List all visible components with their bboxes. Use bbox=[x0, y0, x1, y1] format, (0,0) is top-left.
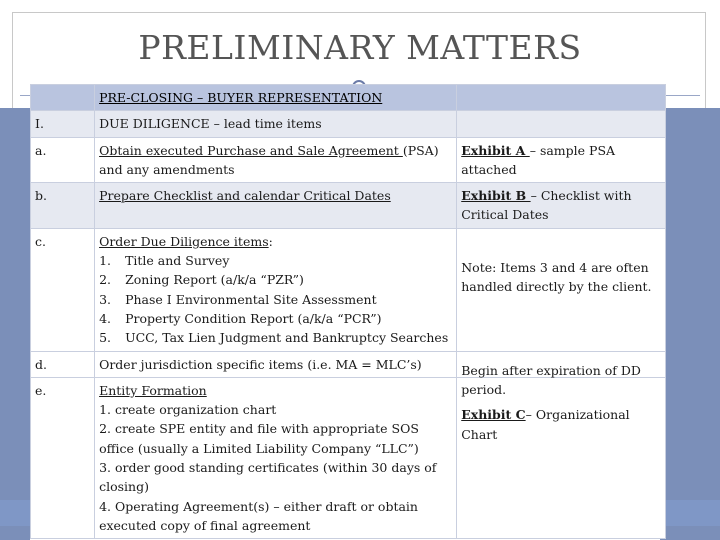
header-cell-empty-right bbox=[457, 85, 666, 111]
row-number: d. bbox=[31, 351, 95, 377]
row-note: Begin after expiration of DD period. Exhibit C– Organizational Chart bbox=[457, 377, 666, 538]
table-row bbox=[31, 137, 666, 183]
entity-steps bbox=[99, 400, 452, 535]
checklist-table bbox=[30, 84, 666, 539]
row-task: DUE DILIGENCE – lead time items bbox=[95, 111, 457, 137]
table-row bbox=[31, 111, 666, 137]
list-item: 1. Title and Survey bbox=[99, 253, 230, 269]
exhibit-a-link[interactable]: Exhibit A bbox=[461, 142, 530, 158]
row-note: Exhibit B – Checklist with Critical Dates bbox=[457, 183, 666, 229]
entity-formation-link[interactable]: Entity Formation bbox=[99, 382, 207, 398]
row-note: Exhibit A – sample PSA attached bbox=[457, 137, 666, 183]
list-item: 4. Property Condition Report (a/k/a “PCR”) bbox=[99, 310, 382, 326]
row-number: a. bbox=[31, 137, 95, 183]
list-item: 3. Phase I Environmental Site Assessment bbox=[99, 291, 377, 307]
list-item: 2. Zoning Report (a/k/a “PZR”) bbox=[99, 272, 304, 288]
row-number: I. bbox=[31, 111, 95, 137]
row-note bbox=[457, 111, 666, 137]
header-cell-title: PRE-CLOSING – BUYER REPRESENTATION bbox=[95, 85, 457, 111]
list-item: 5. UCC, Tax Lien Judgment and Bankruptcy Searches bbox=[99, 330, 449, 346]
exhibit-c-link[interactable]: Exhibit C bbox=[461, 407, 526, 423]
exhibit-b-link[interactable]: Exhibit B bbox=[461, 188, 531, 204]
slide-title: PRELIMINARY MATTERS bbox=[138, 28, 582, 67]
table-row bbox=[31, 377, 666, 538]
due-diligence-link[interactable]: Order Due Diligence items bbox=[99, 233, 269, 249]
left-accent-band bbox=[0, 108, 30, 540]
right-accent-band bbox=[660, 108, 720, 540]
row-task: Obtain executed Purchase and Sale Agreement (PSA) and any amendments bbox=[95, 137, 457, 183]
row-number: e. bbox=[31, 377, 95, 538]
due-diligence-list bbox=[99, 251, 452, 347]
list-item: 1. create organization chart bbox=[99, 402, 277, 418]
table-row bbox=[31, 228, 666, 351]
psa-link[interactable]: Obtain executed Purchase and Sale Agreement bbox=[99, 142, 403, 158]
row-task bbox=[95, 377, 457, 538]
row-note: Note: Items 3 and 4 are often handled directly by the client. bbox=[457, 228, 666, 351]
list-item: 3. order good standing certificates (within 30 days of closing) bbox=[99, 460, 437, 495]
list-item: 4. Operating Agreement(s) – either draft or obtain executed copy of final agreement bbox=[99, 498, 418, 533]
row-task: Order jurisdiction specific items (i.e. MA = MLC’s) bbox=[95, 351, 457, 377]
row-task: Order Due Diligence items: 1. Title and Survey 2. Zoning Report (a/k/a “PZR”) 3. Phase I Environmental Site Assessment 4. Property Condition Report (a/k/a “PCR”) 5. UCC, Tax Lien Judgment and Bankruptcy Searches bbox=[95, 228, 457, 351]
row-number: c. bbox=[31, 228, 95, 351]
checklist-link[interactable]: Prepare Checklist and calendar Critical Dates bbox=[99, 188, 391, 204]
header-cell-empty bbox=[31, 85, 95, 111]
row-number: b. bbox=[31, 183, 95, 229]
row-task bbox=[95, 183, 457, 229]
list-item: 2. create SPE entity and file with appropriate SOS office (usually a Limited Liability Company “LLC”) bbox=[99, 421, 419, 456]
table-row bbox=[31, 183, 666, 229]
table-header-row bbox=[31, 85, 666, 111]
